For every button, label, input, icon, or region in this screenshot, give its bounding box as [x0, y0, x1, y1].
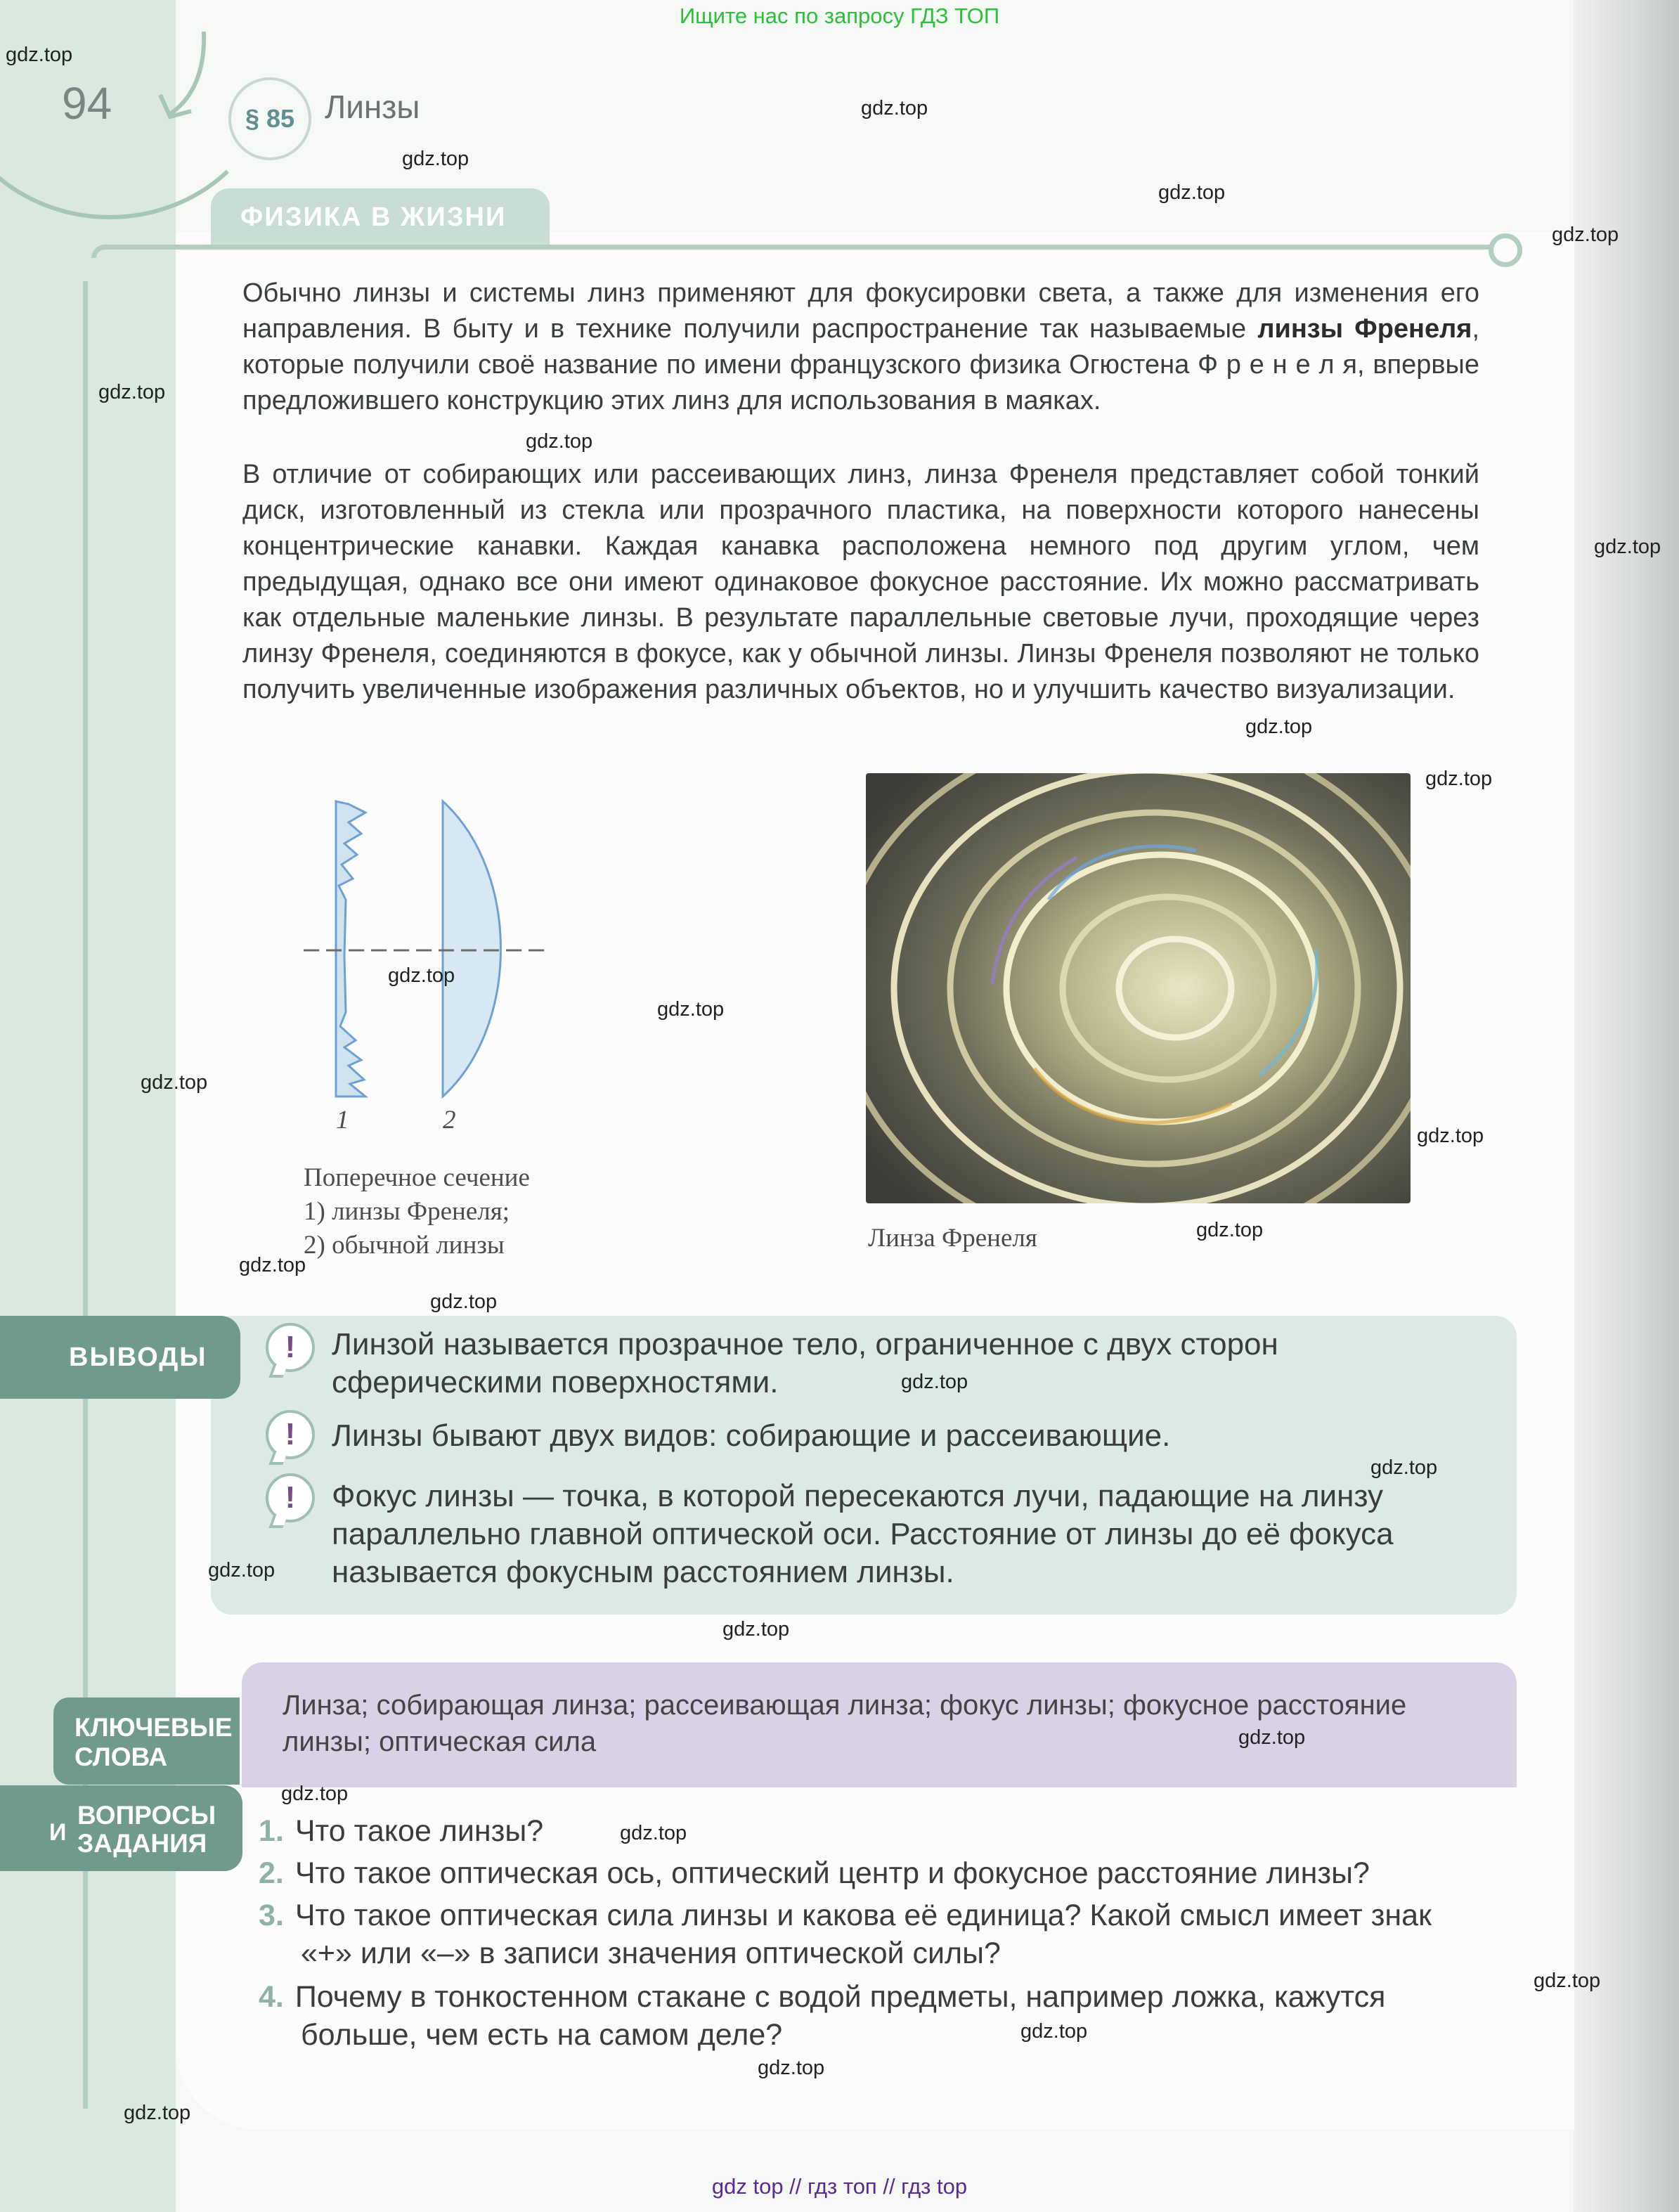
exclamation-bubble-icon: ! [266, 1473, 315, 1522]
watermark: gdz.top [1245, 716, 1313, 738]
keywords-tab-line1: КЛЮЧЕВЫЕ [74, 1713, 233, 1742]
questions-tab [0, 1785, 242, 1871]
question-number: 3. [259, 1899, 284, 1932]
watermark: gdz.top [208, 1559, 275, 1582]
keywords-text: Линза; собирающая линза; рассеивающая линза; фокус линзы; фокусное расстояние линзы; оптическая сила [283, 1690, 1407, 1757]
questions-tab-line1: ВОПРОСЫ [77, 1801, 216, 1830]
question-3 [259, 1896, 1482, 1972]
caption-line-3: 2) обычной линзы [304, 1231, 505, 1260]
paragraph-1-start: Обычно линзы и системы линз применяют для фокусировки света, а также для изменения его направления. В быту и в технике получили распространение так называемые [242, 278, 1479, 344]
paragraph-1-end: , которые получили своё название по имени французского физика Огюстена Ф р е н е л я, впервые предложившего конструкцию этих линз для использования в маяках. [242, 314, 1479, 415]
arrow-icon [155, 28, 218, 127]
question-4 [259, 1978, 1482, 2054]
watermark: gdz.top [758, 2057, 825, 2079]
watermark: gdz.top [1158, 181, 1226, 204]
lens-cross-section-diagram [295, 787, 562, 1139]
section-title: Линзы [325, 89, 420, 125]
watermark: gdz.top [861, 97, 928, 119]
watermark: gdz.top [1425, 768, 1493, 790]
bottom-banner[interactable]: gdz top // гдз топ // гдз top [711, 2174, 968, 2199]
watermark: gdz.top [281, 1783, 349, 1805]
question-text: Почему в тонкостенном стакане с водой предметы, например ложка, кажутся больше, чем есть на самом деле? [294, 1980, 1386, 2052]
questions-tab-line2: ЗАДАНИЯ [77, 1829, 207, 1858]
question-text: Что такое оптическая ось, оптический центр и фокусное расстояние линзы? [294, 1856, 1370, 1890]
watermark: gdz.top [388, 964, 455, 987]
left-margin-band [0, 0, 176, 2212]
watermark: gdz.top [1534, 1970, 1601, 1992]
question-number: 4. [259, 1980, 284, 2014]
watermark: gdz.top [1552, 224, 1619, 246]
physics-in-life-tab: ФИЗИКА В ЖИЗНИ [211, 188, 550, 245]
ordinary-lens-shape [443, 801, 501, 1097]
question-text: Что такое линзы? [294, 1814, 544, 1848]
watermark: gdz.top [526, 430, 593, 453]
section-number: § 85 [228, 77, 311, 160]
photo-caption: Линза Френеля [868, 1224, 1037, 1253]
question-2 [259, 1854, 1482, 1892]
paragraph-2: В отличие от собирающих или рассеивающих линз, линза Френеля представляет собой тонкий диск, изготовленный из стекла или прозрачного пластика, на поверхности которого нанесены концентрические канавки. Каждая канавка расположена немного под другим углом, чем предыдущая, однако все они имеют одинаковое фокусное расстояние. Их можно рассматривать как отдельные маленькие линзы. В результате параллельные световые лучи, проходящие через линзу Френеля, соединяются в фокусе, как у обычной линзы. Линзы Френеля позволяют не только получить увеличенные изображения различных объектов, но и улучшить качество визуализации. [242, 460, 1479, 704]
watermark: gdz.top [430, 1291, 498, 1313]
watermark: gdz.top [1594, 536, 1661, 558]
watermark: gdz.top [402, 148, 469, 170]
caption-line-2: 1) линзы Френеля; [304, 1197, 510, 1226]
top-banner[interactable]: Ищите нас по запросу ГДЗ ТОП [679, 4, 1000, 28]
watermark: gdz.top [722, 1618, 790, 1641]
exclamation-bubble-icon: ! [266, 1323, 315, 1372]
frame-knob [1489, 233, 1522, 267]
page-number: 94 [62, 78, 112, 129]
fresnel-lens-shape [336, 801, 365, 1097]
watermark: gdz.top [98, 381, 166, 403]
watermark: gdz.top [1020, 2020, 1088, 2043]
watermark: gdz.top [1370, 1456, 1438, 1479]
question-1 [259, 1812, 1482, 1850]
question-text: Что такое оптическая сила линзы и какова её единица? Какой смысл имеет знак «+» или «–» в записи значения оптической силы? [294, 1899, 1432, 1970]
lens-label-1: 1 [336, 1106, 349, 1134]
watermark: gdz.top [141, 1071, 208, 1094]
watermark: gdz.top [1196, 1219, 1264, 1241]
questions-tab-prefix: И [49, 1819, 67, 1846]
watermark: gdz.top [901, 1371, 968, 1393]
watermark: gdz.top [657, 998, 725, 1021]
fresnel-lens-photo [866, 773, 1411, 1203]
conclusion-item-3: Фокус линзы — точка, в которой пересекаются лучи, падающие на линзу параллельно главной оптической оси. Расстояние от линзы до её фокуса называется фокусным расстоянием линзы. [332, 1479, 1394, 1589]
caption-line-1: Поперечное сечение [304, 1163, 530, 1192]
watermark: gdz.top [6, 44, 73, 66]
question-number: 2. [259, 1856, 284, 1890]
conclusion-item-2: Линзы бывают двух видов: собирающие и рассеивающие. [332, 1418, 1171, 1453]
question-number: 1. [259, 1814, 284, 1848]
exclamation-bubble-icon: ! [266, 1410, 315, 1459]
frame-line [91, 245, 1502, 258]
keywords-tab [53, 1697, 240, 1785]
page-edge-shadow [1574, 0, 1679, 2212]
keywords-tab-line2: СЛОВА [74, 1742, 168, 1771]
watermark: gdz.top [1417, 1125, 1484, 1147]
watermark: gdz.top [620, 1822, 687, 1844]
conclusions-tab: ВЫВОДЫ [0, 1316, 240, 1399]
fresnel-lens-term: линзы Френеля [1257, 314, 1472, 344]
watermark: gdz.top [124, 2102, 191, 2124]
lens-label-2: 2 [443, 1106, 456, 1134]
watermark: gdz.top [239, 1254, 306, 1276]
paragraph-1 [242, 276, 1479, 419]
diagram-caption [304, 1161, 530, 1262]
watermark: gdz.top [1238, 1726, 1306, 1749]
conclusion-item-1: Линзой называется прозрачное тело, ограниченное с двух сторон сферическими поверхностями. [332, 1327, 1278, 1399]
